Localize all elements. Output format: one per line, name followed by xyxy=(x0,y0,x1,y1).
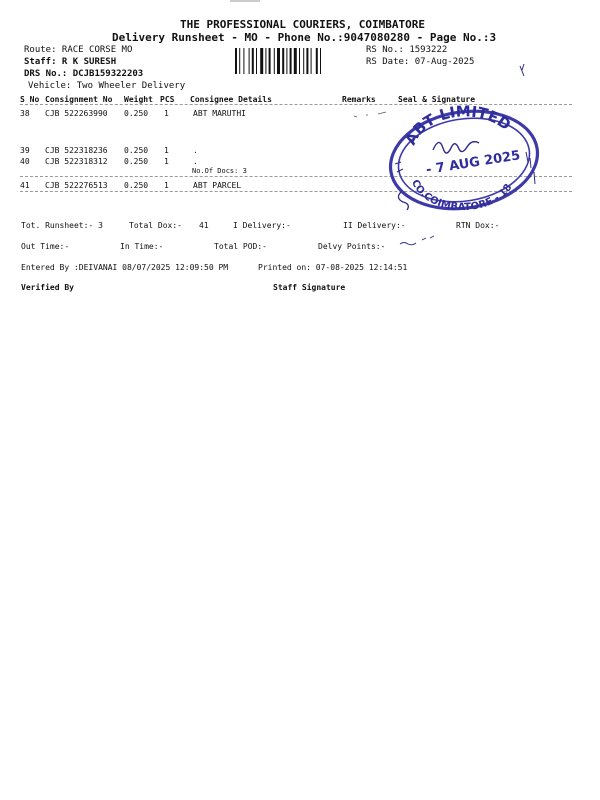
row-consignment: CJB 522276513 xyxy=(45,181,108,190)
total-dox-value: 41 xyxy=(199,221,209,230)
company-title: THE PROFESSIONAL COURIERS, COIMBATORE xyxy=(180,18,426,31)
row-sno: 39 xyxy=(20,146,30,155)
row-consignee: ABT MARUTHI xyxy=(193,109,246,118)
rs-number: RS No.: 1593222 xyxy=(366,45,448,55)
row-sno: 41 xyxy=(20,181,30,190)
entered-by: Entered By :DEIVANAI 08/07/2025 12:09:50 PM xyxy=(21,263,229,272)
route-label: Route: RACE CORSE MO xyxy=(24,45,133,55)
seal-bottom-text: CO.COIMBATORE - 18 xyxy=(409,178,515,214)
drs-label: DRS No.: DCJB159322203 xyxy=(24,69,144,79)
row-pcs: 1 xyxy=(164,157,169,166)
row-weight: 0.250 xyxy=(124,181,149,190)
row-weight: 0.250 xyxy=(124,146,149,155)
delvy-points: Delvy Points:- xyxy=(318,242,386,251)
col-header-seal: Seal & Signature xyxy=(398,95,476,104)
row-weight: 0.250 xyxy=(124,109,149,118)
row-consignee: . xyxy=(193,157,198,166)
staff-label: Staff: R K SURESH xyxy=(24,57,117,67)
col-header-sno: S No xyxy=(20,95,40,104)
col-header-consignment: Consignment No xyxy=(45,95,113,104)
in-time: In Time:- xyxy=(120,242,164,251)
staff-signature-label: Staff Signature xyxy=(273,283,346,292)
row-consignment: CJB 522318236 xyxy=(45,146,108,155)
pen-marks xyxy=(512,62,542,202)
tot-runsheet: Tot. Runsheet:- 3 xyxy=(21,221,103,230)
seal-date: - 7 AUG 2025 xyxy=(425,148,522,178)
col-header-consignee: Consignee Details xyxy=(190,95,272,104)
docs-count-note: No.Of Docs: 3 xyxy=(192,167,247,175)
col-header-pcs: PCS xyxy=(160,95,175,104)
row-sno: 38 xyxy=(20,109,30,118)
rs-date: RS Date: 07-Aug-2025 xyxy=(366,57,475,67)
delivery-pen-marks xyxy=(398,234,438,248)
verified-by-label: Verified By xyxy=(21,283,74,292)
row-pcs: 1 xyxy=(164,181,169,190)
row-consignment: CJB 522263990 xyxy=(45,109,108,118)
vehicle-label: Vehicle: Two Wheeler Delivery xyxy=(28,81,186,91)
row-consignee: . xyxy=(193,146,198,155)
rtn-dox: RTN Dox:- xyxy=(456,221,500,230)
total-dox-label: Total Dox:- xyxy=(129,221,182,230)
printed-on: Printed on: 07-08-2025 12:14:51 xyxy=(258,263,408,272)
row-consignment: CJB 522318312 xyxy=(45,157,108,166)
remarks-pen-marks xyxy=(352,108,392,124)
row-weight: 0.250 xyxy=(124,157,149,166)
row-pcs: 1 xyxy=(164,109,169,118)
row-consignee: ABT PARCEL xyxy=(193,181,242,190)
i-delivery: I Delivery:- xyxy=(233,221,291,230)
row-pcs: 1 xyxy=(164,146,169,155)
row-sno: 40 xyxy=(20,157,30,166)
barcode-image xyxy=(235,48,359,74)
seal-top-text: ABT LIMITED xyxy=(401,102,515,148)
ii-delivery: II Delivery:- xyxy=(343,221,406,230)
scan-artifact xyxy=(230,0,260,2)
runsheet-title: Delivery Runsheet - MO - Phone No.:9047080280 - Page No.:3 xyxy=(112,31,497,44)
total-pod: Total POD:- xyxy=(214,242,267,251)
col-header-remarks: Remarks xyxy=(342,95,376,104)
col-header-weight: Weight xyxy=(124,95,153,104)
out-time: Out Time:- xyxy=(21,242,70,251)
